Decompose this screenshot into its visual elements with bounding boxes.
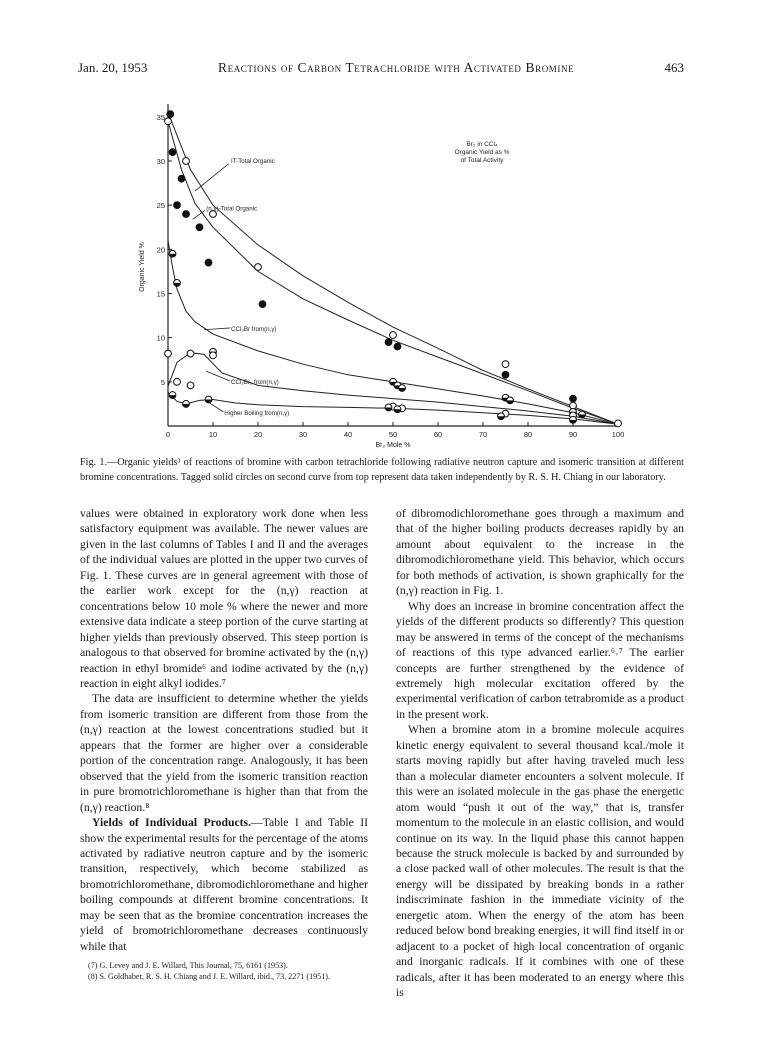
data-point (165, 118, 172, 125)
x-tick-label: 30 (298, 430, 308, 439)
annotation-label: (n,γ)-Total Organic (206, 205, 258, 213)
data-point (183, 401, 190, 408)
y-tick-label: 10 (156, 333, 165, 343)
right-column (396, 506, 684, 1001)
running-header (78, 60, 684, 78)
data-point (187, 382, 194, 389)
data-point (187, 350, 194, 357)
data-point (498, 413, 505, 420)
annotation-leader (209, 402, 224, 412)
y-tick-label: 25 (156, 201, 165, 211)
legend-title-line: Br₂ in CCl₄ (466, 141, 498, 148)
data-point (255, 264, 262, 271)
footnote-7: (7) G. Levey and J. E. Willard, This Journal, 75, 6161 (1953). (88, 961, 288, 971)
data-point (183, 211, 190, 218)
data-point (178, 175, 185, 182)
data-point (196, 224, 203, 231)
header-title: Reactions of Carbon Tetrachloride with Activated Bromine (218, 60, 575, 75)
left-column (80, 506, 368, 982)
data-point (169, 250, 176, 257)
left-paragraph-2: The data are insufficient to determine whether the yields from isomeric transition are different from those from the (n,γ) reaction at the lowest concentrations studied but it appears that the former are higher over a considerable portion of the concentration range. Analogously, it has been observed that the yield from the isomeric transition reaction in pure bromotrichloromethane is higher than that from the (n,γ) reaction.⁸ (80, 692, 368, 814)
data-point (174, 202, 181, 209)
x-tick-label: 60 (433, 430, 443, 439)
data-point (165, 350, 172, 357)
y-tick-label: 30 (156, 157, 165, 166)
legend-title-line: of Total Activity (460, 157, 504, 164)
footnotes (80, 960, 368, 982)
data-point (169, 392, 176, 399)
data-point (390, 332, 397, 339)
annotation-label: IT-Total Organic (231, 158, 275, 165)
right-paragraph-1: of dibromodichloromethane goes through a maximum and that of the higher boiling products decreases rapidly by an amount about equivalent to the increase in the dibromodichloromethane yield. This behavior, which occurs for both methods of activation, is shown graphically for the (n,γ) reaction in Fig. 1. (396, 507, 684, 598)
annotation-leader (195, 164, 229, 191)
data-point (385, 404, 392, 411)
left-paragraph-3-text: —Table I and Table II show the experimental results for the percentage of the atoms activated by radiative neutron capture and by the isomeric transition, respectively, which become stabilized as bromotrichloromethane, dibromodichloromethane and higher boiling compounds at different bromine concentrations. It may be seen that as the bromine concentration increases the yield of bromotrichloromethane decreases continuously while that (80, 816, 368, 953)
x-tick-label: 100 (611, 430, 625, 439)
right-paragraph-3: When a bromine atom in a bromine molecule acquires kinetic energy equivalent to several thousand kcal./mole it starts moving rapidly but after having traveled much less than a molecular diameter encounters a solvent molecule. If this were an isolated molecule in the gas phase the energetic atom would “push it out of the way,” that is, transfer momentum to the molecule in an elastic collision, and would continue on its way. In the liquid phase this cannot happen because the struck molecule is backed by and surrounded by a close packed wall of other molecules. The result is that the energy will be dissipated by breaking bonds in a rather indiscriminate fashion in the immediate vicinity of the energetic atom. When the energy of the atom has been reduced below bond breaking energies, it will find itself in or adjacent to a pocket of high local concentration of organic and inorganic radicals. If it combines with one of these radicals, after it has been moderated to an energy where this is (396, 723, 684, 1000)
figure-1-chart (130, 98, 640, 450)
data-point (183, 158, 190, 165)
data-point (507, 397, 514, 404)
data-point (174, 378, 181, 385)
data-point (394, 406, 401, 413)
data-point (210, 352, 217, 359)
annotation-label: CCl₃Br from(n,γ) (231, 325, 277, 333)
header-date: Jan. 20, 1953 (78, 60, 148, 75)
x-tick-label: 20 (253, 430, 263, 439)
annotation-leader (206, 371, 230, 381)
page-number: 463 (664, 60, 684, 75)
y-tick-label: 35 (156, 112, 165, 122)
data-point (394, 343, 401, 350)
left-paragraph-3 (80, 815, 368, 954)
x-tick-label: 50 (388, 430, 398, 439)
data-point (167, 111, 174, 118)
left-paragraph-1: values were obtained in exploratory work done when less satisfactory equipment was available. The newer values are given in the last columns of Tables I and II and the averages of the individual values are plotted in the upper two curves of Fig. 1. These curves are in general agreement with those of the earlier work except for the (n,γ) reaction at concentrations below 10 mole % where the newer and more extensive data indicate a steep portion of the curve starting at higher yields than previously observed. This steep portion is analogous to that observed for bromine activated by the (n,γ) reaction in ethyl bromide⁶ and iodine activated by the (n,γ) reaction in eight alkyl iodides.⁷ (80, 507, 368, 690)
data-point (385, 339, 392, 346)
annotation-leader (204, 328, 230, 330)
x-tick-label: 90 (568, 430, 578, 439)
figure-caption (80, 455, 684, 485)
y-tick-label: 20 (156, 245, 165, 255)
x-axis-label: Br₂ Mole % (375, 442, 411, 449)
data-point (570, 416, 577, 423)
data-point (205, 259, 212, 266)
x-tick-label: 70 (478, 430, 488, 439)
data-point (579, 411, 586, 418)
data-point (570, 395, 577, 402)
data-point (502, 371, 509, 378)
section-heading: Yields of Individual Products. (92, 816, 251, 830)
data-point (169, 149, 176, 156)
x-tick-label: 10 (208, 430, 218, 439)
legend-title-line: Organic Yield as % (454, 149, 510, 156)
caption-label: Fig. 1. (80, 457, 108, 468)
data-point (615, 420, 622, 427)
data-point (399, 385, 406, 392)
x-tick-label: 0 (165, 430, 171, 439)
data-point (205, 396, 212, 403)
data-point (174, 280, 181, 287)
y-axis-label: Organic Yield % (139, 242, 146, 292)
caption-text: —Organic yields³ of reactions of bromine with carbon tetrachloride following radiative neutron capture and isomeric transition at different bromine concentrations. Tagged solid circles on second curve from top represent data taken independently by R. S. H. Chiang in our laboratory. (80, 457, 684, 483)
footnote-8: (8) S. Goldhaber, R. S. H. Chiang and J. E. Willard, ibid., 73, 2271 (1951). (88, 972, 330, 982)
data-point (502, 361, 509, 368)
annotation-label: Higher Boiling from(n,γ) (224, 409, 290, 417)
annotation-label: CCl₂Br₂ from(n,γ) (231, 378, 279, 386)
right-paragraph-2: Why does an increase in bromine concentration affect the yields of the different products so differently? This question may be answered in terms of the concept of the mechanisms of reactions of this type advanced earlier.⁶˒⁷ The earlier concepts are further strengthened by the evidence of extremely high molecular excitation offered by the experimental verification of carbon tetrabromide as a product in the present work. (396, 599, 684, 721)
x-tick-label: 80 (523, 430, 533, 439)
y-tick-label: 5 (160, 377, 165, 387)
data-point (259, 301, 266, 308)
y-tick-label: 15 (156, 289, 165, 299)
x-tick-label: 40 (343, 430, 353, 439)
